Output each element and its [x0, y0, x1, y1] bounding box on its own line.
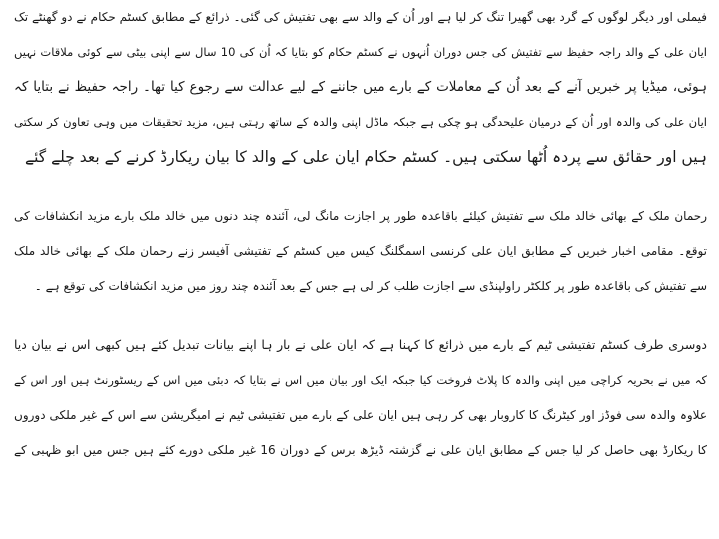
paragraph-line: فیملی اور دیگر لوگوں کے گرد بھی گھیرا تنگ کر لیا ہے اور اُن کے والد سے بھی تفتیش کی گئی۔ ذرائع کے مطابق کسٹم حکام نے دو گھنٹے تک — [14, 10, 707, 24]
paragraph-line: توقع۔ مقامی اخبار خبریں کے مطابق ایان علی کرنسی اسمگلنگ کیس میں کسٹم کے تفتیشی آفیسر زنے رحمان ملک کے بھائی خالد ملک — [14, 244, 707, 258]
paragraph-line: ایان علی کے والد راجہ حفیظ سے تفتیش کی جس دوران اُنہوں نے کسٹم حکام کو بتایا کہ اُن کی 10 سال سے اپنی بیٹی سے کوئی ملاقات نہیں — [14, 45, 707, 59]
paragraph-line: سے تفتیش کی باقاعدہ طور پر کلکٹر راولپنڈی سے اجازت طلب کر لی ہے جس کے بعد آئندہ چند روز میں مزید انکشافات کی توقع ہے ۔ — [34, 279, 707, 293]
paragraph-line: ہیں اور حقائق سے پردہ اُٹھا سکتی ہیں۔ کسٹم حکام ایان علی کے والد کا بیان ریکارڈ کرنے کے بعد چلے گئے — [25, 148, 707, 166]
paragraph-line: ہوئی، میڈیا پر خبریں آنے کے بعد اُن کے معاملات کے بارے میں جاننے کے لیے عدالت سے رجوع کیا تھا۔ راجہ حفیظ نے بتایا کہ — [14, 79, 707, 95]
paragraph-line: دوسری طرف کسٹم تفتیشی ٹیم کے بارے میں ذرائع کا کہنا ہے کہ ایان علی نے بار ہا اپنے بیانات تبدیل کئے ہیں کبھی اس نے بیان دیا — [14, 337, 707, 352]
paragraph-line: رحمان ملک کے بھائی خالد ملک سے تفتیش کیلئے باقاعدہ طور پر اجازت مانگ لی، آئندہ چند دنوں میں خالد ملک بارے مزید انکشافات کی — [14, 209, 707, 223]
paragraph-line: ایان علی کی والدہ اور اُن کے درمیان علیحدگی ہو چکی ہے جبکہ ماڈل اپنی والدہ کے ساتھ رہتی ہیں، مزید تحقیقات میں وہی تعاون کر سکتی — [14, 115, 707, 129]
paragraph-line: علاوہ والدہ سی فوڈز اور کیٹرنگ کا کاروبار بھی کر رہی ہیں ایان علی کے بارے میں تفتیشی ٹیم نے امیگریشن سے اس کے غیر ملکی دوروں — [14, 408, 707, 422]
paragraph-line: کا ریکارڈ بھی حاصل کر لیا جس کے مطابق ایان علی نے گزشتہ ڈیڑھ برس کے دوران 16 غیر ملکی دورے کئے ہیں جس میں ابو ظہبی کے — [14, 443, 707, 457]
paragraph-line: کہ میں نے بحریہ کراچی میں اپنی والدہ کا پلاٹ فروخت کیا جبکہ ایک اور بیان میں اس نے بتایا کہ دبئی میں اس کے ریسٹورنٹ ہیں اور اس کے — [14, 373, 707, 387]
